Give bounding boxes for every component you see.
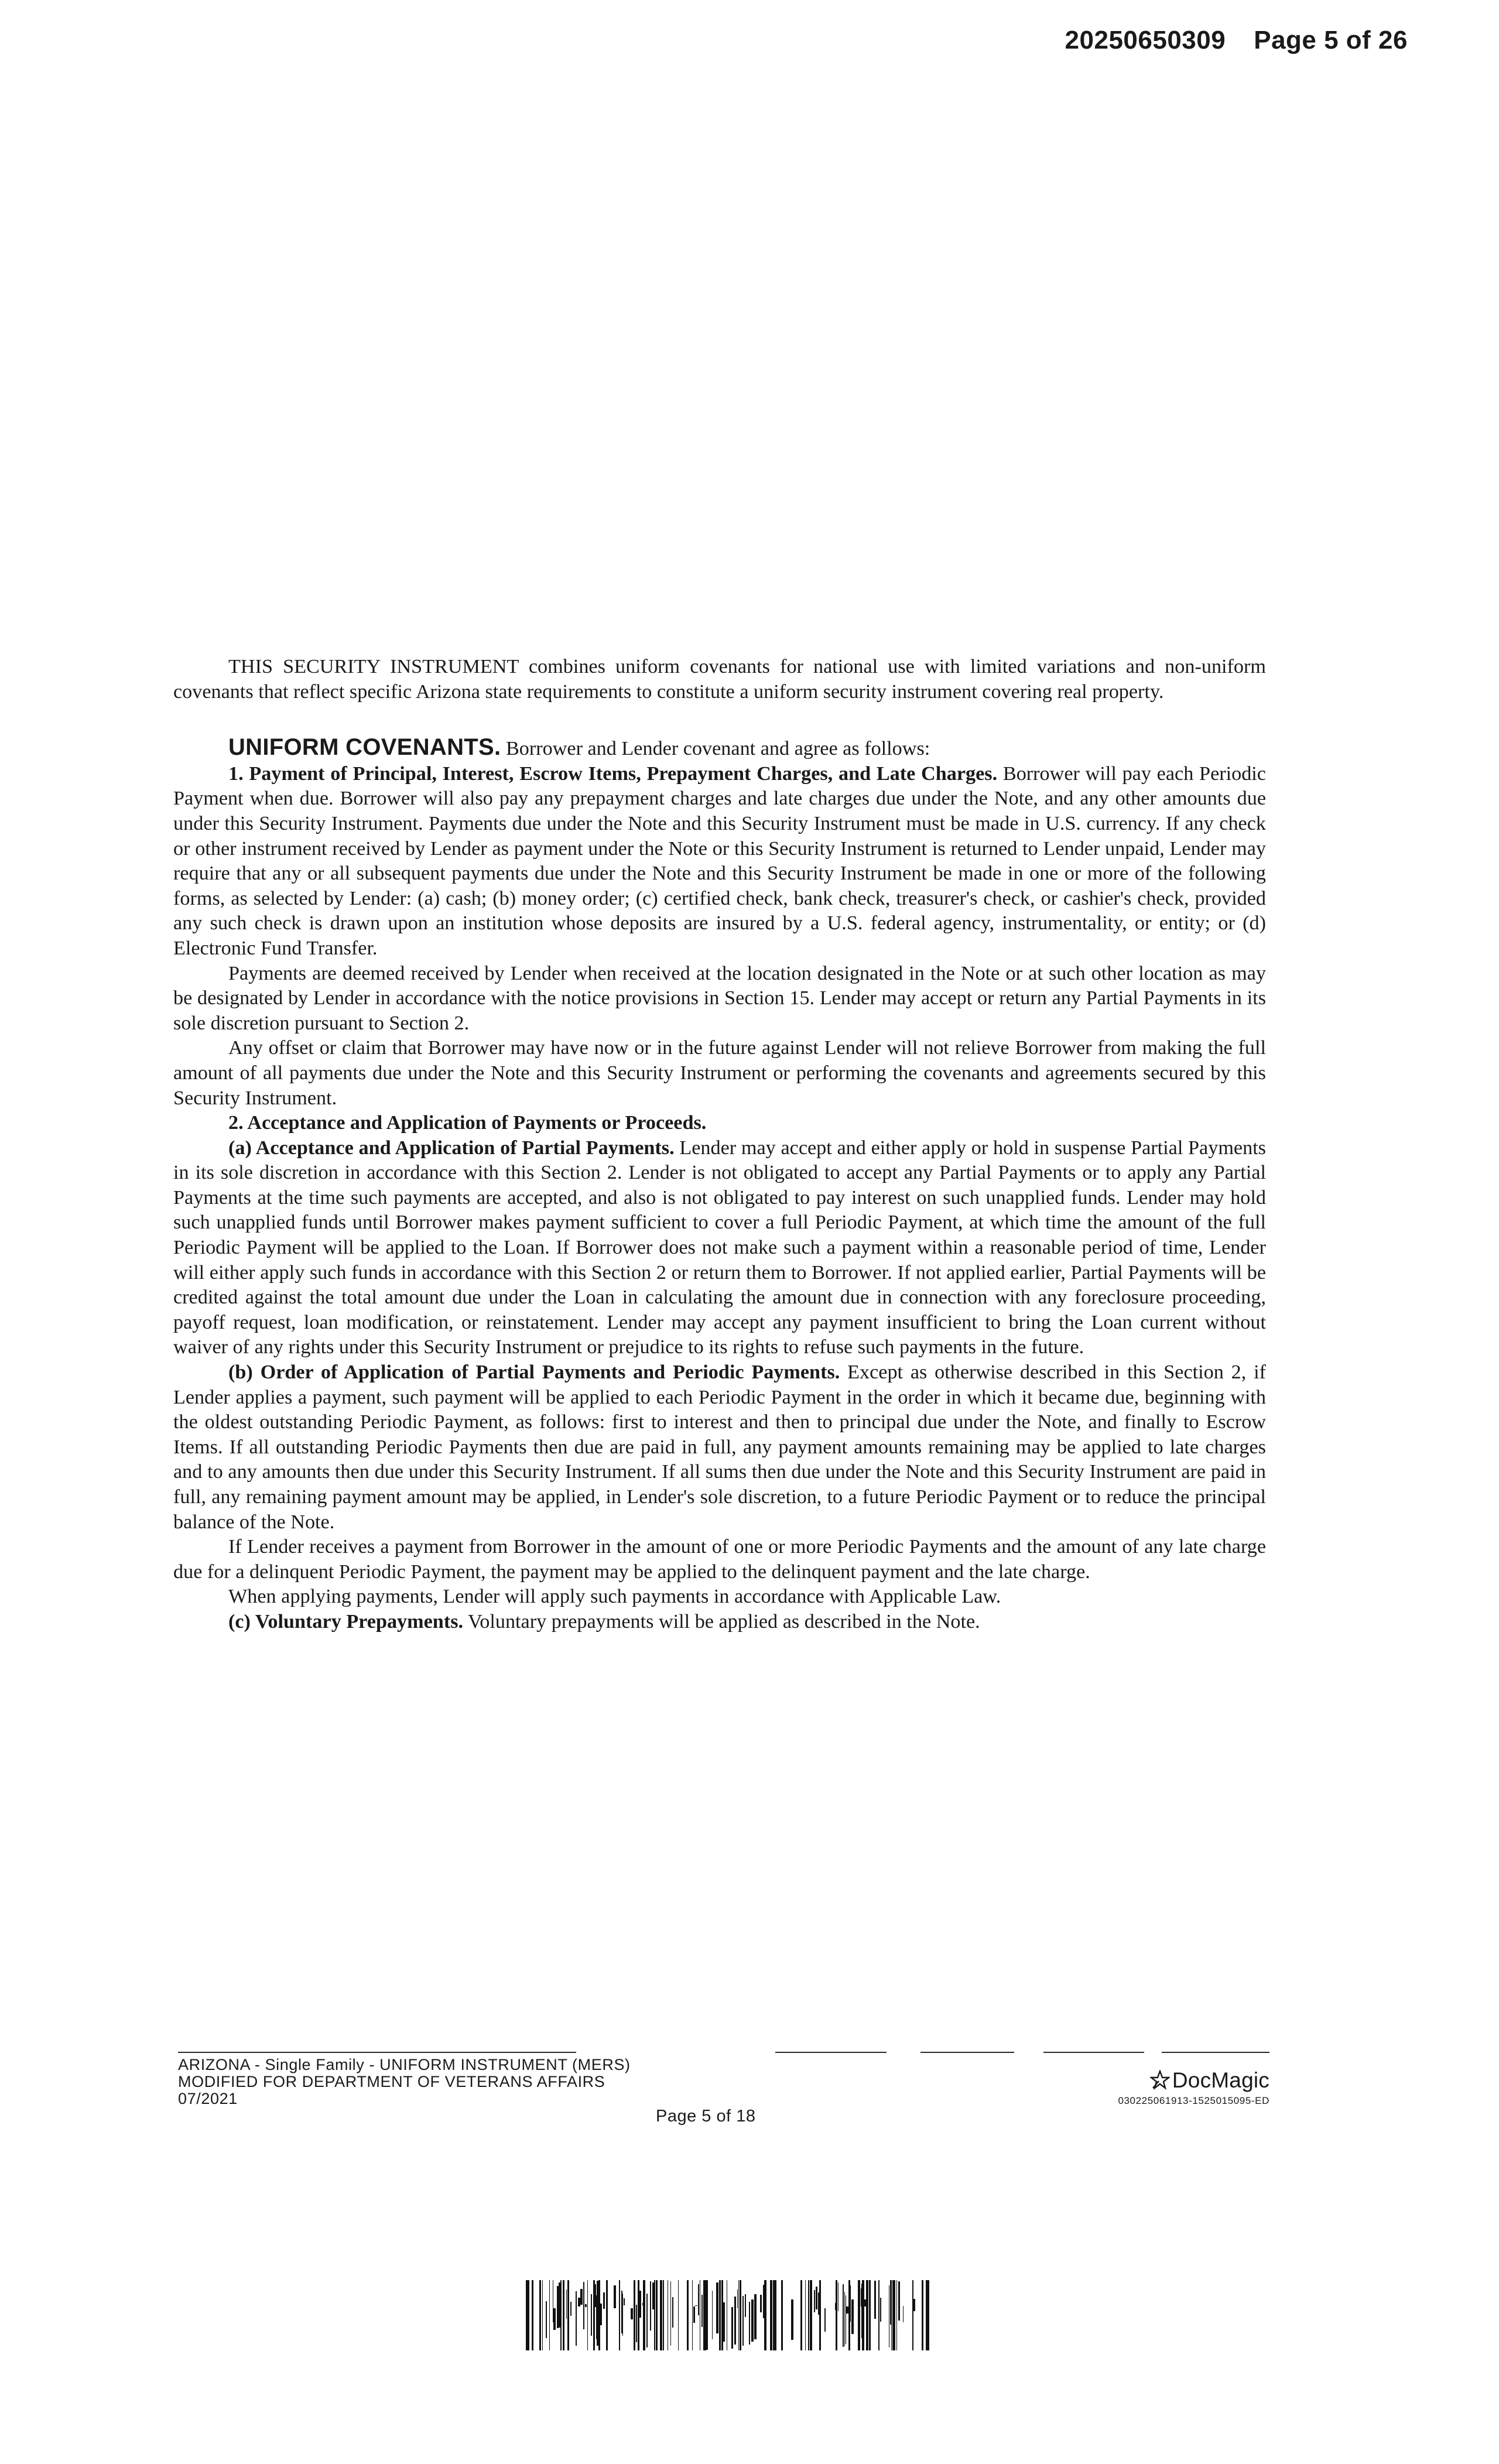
barcode-bar <box>639 2291 641 2318</box>
barcode-bar <box>532 2280 533 2350</box>
page-footer <box>178 2052 1269 2126</box>
barcode-bar <box>763 2285 764 2318</box>
barcode-bar <box>563 2280 564 2350</box>
document-body <box>173 655 1266 1635</box>
barcode-bar <box>716 2282 718 2333</box>
barcode-bar <box>896 2280 897 2350</box>
barcode-bar <box>737 2290 738 2308</box>
uniform-covenants-lead: Borrower and Lender covenant and agree as follows: <box>501 738 930 760</box>
barcode-bar <box>660 2280 662 2350</box>
barcode-bar <box>791 2299 793 2340</box>
barcode-bar <box>805 2280 806 2350</box>
barcode-bar <box>851 2299 854 2334</box>
barcode-bar <box>546 2301 547 2338</box>
barcode-bar <box>603 2292 605 2309</box>
barcode-bar <box>663 2280 664 2350</box>
section-1-paragraph-2: Payments are deemed received by Lender when received at the location designated in the Note or at such other location as may be designated by Lender in accordance with the notice provisions in Section 15. Lender may accept or return any Partial Payments in its sole discretion pursuant to Section 2. <box>173 962 1266 1034</box>
barcode-bar <box>614 2285 616 2308</box>
barcode-bar <box>622 2294 623 2336</box>
footer-rule <box>920 2052 1014 2053</box>
section-2b-paragraph-3: When applying payments, Lender will apply such payments in accordance with Applicable Law. <box>228 1586 1001 1608</box>
barcode-bar <box>559 2282 560 2328</box>
barcode-bar <box>721 2280 723 2350</box>
barcode-bar <box>600 2304 602 2325</box>
barcode-bar <box>570 2302 571 2316</box>
section-2b-text: Except as otherwise described in this Section 2, if Lender applies a payment, such payment will be applied to each Periodic Payment in the order in which it became due, beginning with the oldest outstanding Periodic Payment, as follows: first to interest and then to principal due under the Note, and finally to Escrow Items. If all outstanding Periodic Payments then due are paid in full, any payment amounts remaining may be applied to late charges and to any amounts then due under this Security Instrument. If all sums then due under the Note and this Security Instrument are paid in full, any remaining payment amount may be applied, in Lender's sole discretion, to a future Periodic Payment or to reduce the principal balance of the Note. <box>173 1361 1266 1533</box>
section-1-title: 1. Payment of Principal, Interest, Escrow Items, Prepayment Charges, and Late Charges. <box>228 762 998 785</box>
barcode-bar <box>926 2280 929 2350</box>
intro-paragraph: THIS SECURITY INSTRUMENT combines uniform covenants for national use with limited variations and non-uniform covenants that reflect specific Arizona state requirements to constitute a uniform security instrument covering real property. <box>173 656 1266 703</box>
barcode-bar <box>869 2280 871 2350</box>
form-identifier <box>178 2056 631 2107</box>
section-2c-text: Voluntary prepayments will be applied as described in the Note. <box>463 1610 980 1633</box>
section-1-paragraph-3: Any offset or claim that Borrower may have now or in the future against Lender will not relieve Borrower from making the full amount of all payments due under the Note and this Security Instrument or performing the covenants and agreements secured by this Security Instrument. <box>173 1037 1266 1109</box>
docmagic-brand <box>1118 2068 1269 2093</box>
section-1-paragraph <box>173 762 1266 961</box>
barcode-bar <box>850 2285 851 2322</box>
footer-rule <box>178 2052 576 2053</box>
barcode-bar <box>549 2280 550 2350</box>
barcode-bar <box>898 2281 900 2321</box>
barcode-bar <box>846 2306 848 2314</box>
barcode-bar <box>542 2280 543 2350</box>
barcode-bar <box>650 2281 651 2330</box>
section-2c-paragraph <box>173 1610 1266 1635</box>
section-2b-paragraph-2: If Lender receives a payment from Borrower in the amount of one or more Periodic Payments and the amount of any late charge due for a delinquent Periodic Payment, the payment may be applied to the delinquent payment and the late charge. <box>173 1536 1266 1583</box>
uniform-covenants-intro <box>173 735 1266 762</box>
barcode-bar <box>892 2280 894 2350</box>
footer-rule <box>1043 2052 1144 2053</box>
barcode-bar <box>638 2280 639 2350</box>
barcode-bar <box>698 2284 699 2315</box>
barcode-bar <box>738 2280 739 2350</box>
barcode-bar <box>866 2280 868 2350</box>
barcode-bar <box>672 2297 673 2328</box>
barcode-bar <box>824 2308 826 2332</box>
section-2-heading <box>173 1111 1266 1136</box>
barcode-bar <box>878 2280 879 2350</box>
barcode-bar <box>781 2280 783 2350</box>
barcode-bar <box>838 2282 839 2311</box>
barcode-bar <box>701 2295 703 2327</box>
barcode-bar <box>880 2298 881 2322</box>
barcode-bar <box>704 2280 706 2350</box>
barcode-bar <box>643 2280 645 2350</box>
barcode-bar <box>606 2280 608 2350</box>
barcode-bar <box>890 2280 891 2325</box>
barcode-bar <box>771 2280 772 2350</box>
barcode-bar <box>670 2281 671 2346</box>
barcode-bar <box>654 2280 655 2350</box>
barcode-bar <box>740 2280 741 2350</box>
barcode-bar <box>539 2280 541 2350</box>
barcode-bar <box>624 2298 625 2305</box>
section-2c-title: (c) Voluntary Prepayments. <box>228 1610 464 1633</box>
barcode-bar <box>678 2280 679 2350</box>
barcode-bar <box>754 2294 757 2339</box>
barcode-bar <box>583 2282 584 2329</box>
barcode-bar <box>891 2280 892 2350</box>
barcode-bar <box>712 2291 713 2339</box>
barcode-bar <box>745 2294 746 2317</box>
barcode-bar <box>760 2295 762 2312</box>
barcode-bar <box>775 2280 776 2350</box>
barcode-bar <box>560 2280 562 2350</box>
section-2b-title: (b) Order of Application of Partial Payments and Periodic Payments. <box>228 1361 840 1384</box>
barcode-bar <box>576 2291 577 2346</box>
barcode-bar <box>912 2280 913 2350</box>
recording-page-label: Page 5 of 26 <box>1254 26 1408 54</box>
barcode-bar <box>858 2280 860 2350</box>
form-line-2: MODIFIED FOR DEPARTMENT OF VETERANS AFFAIRS <box>178 2073 605 2090</box>
section-2a-title: (a) Acceptance and Application of Partial Payments. <box>228 1137 675 1159</box>
barcode-bar <box>597 2281 598 2346</box>
barcode-bar <box>687 2280 689 2350</box>
barcode-bar <box>703 2280 704 2350</box>
barcode-bar <box>734 2297 736 2345</box>
barcode-bar <box>751 2299 754 2342</box>
barcode-bar <box>808 2280 809 2350</box>
barcode-bar <box>634 2280 635 2350</box>
barcode-bar <box>591 2294 592 2336</box>
barcode-bar <box>596 2295 597 2339</box>
barcode-bar <box>874 2281 876 2319</box>
barcode-bar <box>693 2306 695 2323</box>
barcode-bar <box>848 2280 850 2350</box>
barcode-bar <box>719 2280 721 2350</box>
barcode-bar <box>553 2308 556 2330</box>
barcode-bar <box>922 2280 923 2350</box>
barcode-bar <box>723 2302 725 2342</box>
barcode-bar <box>706 2280 708 2350</box>
barcode-bar <box>595 2284 596 2307</box>
docmagic-brand-text: DocMagic <box>1172 2068 1269 2092</box>
barcode-bar <box>843 2284 844 2347</box>
barcode-bar <box>770 2280 771 2350</box>
barcode-bar <box>844 2292 845 2346</box>
barcode-bar <box>656 2280 658 2350</box>
barcode-bar <box>835 2303 836 2310</box>
barcode-bar <box>598 2280 600 2350</box>
section-2a-paragraph <box>173 1136 1266 1360</box>
barcode-bar <box>773 2280 775 2350</box>
form-line-1: ARIZONA - Single Family - UNIFORM INSTRUMENT (MERS) <box>178 2056 631 2073</box>
form-date: 07/2021 <box>178 2090 238 2107</box>
barcode-bar <box>764 2280 766 2350</box>
barcode <box>526 2280 931 2350</box>
barcode-bar <box>566 2290 567 2319</box>
barcode-bar <box>578 2298 580 2306</box>
barcode-bar <box>749 2302 750 2345</box>
document-number: 20250650309 <box>1065 26 1226 54</box>
barcode-bar <box>814 2290 815 2312</box>
barcode-bar <box>646 2294 648 2347</box>
barcode-bar <box>557 2286 559 2328</box>
barcode-bar <box>731 2307 733 2349</box>
barcode-bar <box>894 2280 895 2350</box>
section-2b-paragraph <box>173 1360 1266 1535</box>
recording-stamp <box>1065 26 1408 55</box>
barcode-bar <box>567 2280 569 2350</box>
barcode-bar <box>580 2289 583 2305</box>
section-2a-text: Lender may accept and either apply or hold in suspense Partial Payments in its sole discretion in accordance with this Section 2. Lender is not obligated to accept any Partial Payments or to apply any Partial Payments at the time such payments are accepted, and also is not obligated to pay interest on such unapplied funds. Lender may hold such unapplied funds until Borrower makes payment sufficient to cover a full Periodic Payment, at which time the amount of the full Periodic Payment will be applied to the Loan. If Borrower does not make such a payment within a reasonable period of time, Lender will either apply such funds in accordance with this Section 2 or return them to Borrower. If not applied earlier, Partial Payments will be credited against the total amount due under the Loan in calculating the amount due in connection with any foreclosure proceeding, payoff request, loan modification, or reinstatement. Lender may accept any payment insufficient to bring the Loan current without waiver of any rights under this Security Instrument or prejudice to its rights to refuse such payments in the future. <box>173 1137 1266 1358</box>
barcode-bar <box>636 2305 637 2342</box>
barcode-bar <box>621 2291 622 2333</box>
barcode-bar <box>862 2280 864 2350</box>
doc-code: 030225061913-1525015095-ED <box>1118 2095 1269 2106</box>
footer-page-label: Page 5 of 18 <box>656 2107 756 2126</box>
barcode-bar <box>742 2296 744 2346</box>
barcode-bar <box>526 2280 529 2350</box>
barcode-bar <box>816 2287 817 2309</box>
barcode-bar <box>800 2280 802 2350</box>
barcode-bar <box>585 2304 587 2307</box>
barcode-bar <box>593 2280 595 2350</box>
barcode-bar <box>692 2280 693 2350</box>
barcode-bar <box>652 2282 654 2309</box>
uniform-covenants-heading: UNIFORM COVENANTS. <box>228 734 501 761</box>
barcode-bar <box>810 2280 812 2350</box>
barcode-bar <box>587 2280 588 2350</box>
barcode-bar <box>695 2305 697 2306</box>
barcode-bar <box>861 2284 862 2338</box>
footer-rule <box>775 2052 887 2053</box>
barcode-bar <box>836 2280 837 2350</box>
barcode-bar <box>642 2303 643 2305</box>
section-1-text: Borrower will pay each Periodic Payment when due. Borrower will also pay any prepayment charges and late charges due under the Note, and any other amounts due under this Security Instrument. Payments due under the Note and this Security Instrument must be made in U.S. currency. If any check or other instrument received by Lender as payment under the Note or this Security Instrument is returned to Lender unpaid, Lender may require that any or all subsequent payments due under the Note and this Security Instrument be made in one or more of the following forms, as selected by Lender: (a) cash; (b) money order; (c) certified check, bank check, treasurer's check, or cashier's check, provided any such check is drawn upon an institution whose deposits are insured by a U.S. federal agency, instrumentality, or entity; or (d) Electronic Fund Transfer. <box>173 762 1266 959</box>
barcode-bar <box>631 2308 633 2319</box>
barcode-bar <box>913 2299 915 2311</box>
section-2-title: 2. Acceptance and Application of Payments or Proceeds. <box>228 1112 707 1134</box>
barcode-bar <box>619 2280 620 2350</box>
star-icon <box>1150 2070 1170 2090</box>
footer-rule <box>1162 2052 1269 2053</box>
barcode-bar <box>818 2292 819 2315</box>
barcode-bar <box>864 2299 866 2306</box>
docmagic-block <box>1118 2068 1269 2107</box>
barcode-bar <box>819 2280 821 2350</box>
